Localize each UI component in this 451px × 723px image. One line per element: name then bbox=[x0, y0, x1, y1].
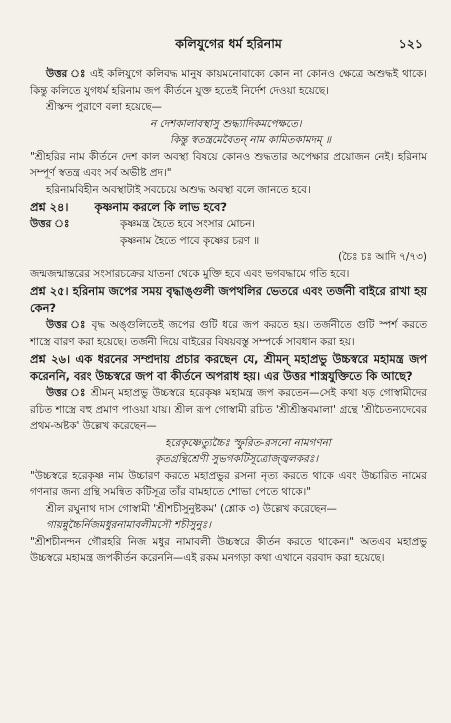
scripture-reference: (চৈঃ চঃ আদি ৭/৭৩) bbox=[338, 251, 427, 263]
question-label: প্রশ্ন ২৬। bbox=[30, 352, 71, 366]
answer-paragraph bbox=[30, 317, 427, 350]
sanskrit-verse-line: গায়ন্নুচ্চৈর্নিজমধুরনামাবলীমসৌ শচীসুনুঃ। bbox=[46, 519, 211, 531]
verse-line: কৃষ্ণনাম হৈতে পাবে কৃষ্ণের চরণ ॥ bbox=[120, 234, 260, 247]
answer-label: উত্তর ঃ bbox=[46, 68, 87, 80]
body-paragraph: হরিনামবিহীন অবস্থাটাই সবচেয়ে অশুদ্ধ অবস্থা বলে জানতে হবে। bbox=[46, 183, 311, 196]
verse-translation: "উচ্চস্বরে হরেকৃষ্ণ নাম উচ্চারণ করতে মহাপ্রভুর রসনা নৃত্য করতে থাকে এবং উচ্চারিত নামের গণনার জন্য গ্রন্থি সমন্বিত কটিসূত্র তাঁর বামহাতে শোভা পেতে থাকে।" bbox=[30, 469, 427, 498]
question-text: হরিনাম জপের সময় বৃদ্ধাঙ্গুলী জপথলির ভেতরে এবং তর্জনী বাইরে রাখা হয় কেন? bbox=[30, 284, 428, 315]
question-label: প্রশ্ন ২৪। bbox=[30, 200, 69, 214]
verse-translation: "শ্রীহরির নাম কীর্তনে দেশ কাল অবস্থা বিষয়ে কোনও শুদ্ধতার অপেক্ষার প্রয়োজন নেই। হরিনাম সম্পূর্ণ স্বতন্ত্র এবং সর্ব অভীষ্ট প্রদ।" bbox=[30, 150, 427, 179]
body-paragraph: জন্মজন্মান্তরের সংসারচক্রের যাতনা থেকে মুক্তি হবে এবং ভগবদ্ধামে গতি হবে। bbox=[30, 267, 350, 280]
question-text: এক ধরনের সম্প্রদায় প্রচার করছেন যে, শ্রীমন্‌ মহাপ্রভু উচ্চস্বরে মহামন্ত্র জপ করেননি, বরং উচ্চস্বরে জপ বা কীর্তনে অপরাধ হয়। এর উত্তর শাস্ত্রযুক্তিতে কি আছে? bbox=[30, 352, 427, 383]
question-24 bbox=[30, 199, 427, 216]
sanskrit-verse-line: কিন্তু স্বতন্ত্রমেবৈতন্ নাম কামিতকামদম্ ॥ bbox=[170, 134, 332, 146]
answer-label: উত্তর ঃ bbox=[46, 319, 87, 331]
question-26 bbox=[30, 351, 427, 385]
page-body bbox=[30, 66, 427, 567]
verse-translation: "শ্রীশচীনন্দন গৌরহরি নিজ মধুর নামাবলী উচ্চস্বরে কীর্তন করতে থাকেন।" অতএব মহাপ্রভু উচ্চস্বরে মহামন্ত্র জপকীর্তন করেননি—এই রকম মনগড়া কথা এখানে বরবাদ করা হয়েছে। bbox=[30, 535, 427, 564]
body-paragraph: শ্রীল রঘুনাথ দাস গোস্বামী 'শ্রীশচীসুনুষ্টকম' (শ্লোক ৩) উল্লেখ করেছেন— bbox=[46, 502, 337, 515]
answer-24-line bbox=[30, 216, 427, 233]
question-25 bbox=[30, 283, 427, 317]
verse-line: কৃষ্ণমন্ত্র হৈতে হবে সংসার মোচন। bbox=[120, 218, 255, 230]
answer-label: উত্তর ঃ bbox=[30, 218, 70, 230]
sanskrit-verse-line: হরেকৃষ্ণেত্যুচ্চৈঃ স্ফুরিত-রসনো নামগণনা bbox=[165, 436, 331, 449]
page-header bbox=[30, 36, 427, 54]
answer-text: শ্রীমন্‌ মহাপ্রভু উচ্চস্বরে হরেকৃষ্ণ মহামন্ত্র জপ করতেন—সেই কথা ষড় গোস্বামীদের রচিত শাস্ত্রে বহু প্রমাণ পাওয়া যায়। শ্রীল রূপ গোস্বামী রচিত 'শ্রীশ্রীস্তবমালা' গ্রন্থে 'শ্রীচৈতন্যদেবের প্রথম-অষ্টক' উল্লেখ করেছেন— bbox=[30, 387, 427, 432]
running-title: কলিযুগের ধর্ম হরিনাম bbox=[175, 36, 282, 51]
answer-text: এই কলিযুগে কলিবদ্ধ মানুষ কায়মনোবাক্যে কোন না কোনও ক্ষেত্রে অশুদ্ধই থাকে। কিন্তু কলিতে যুগধর্ম হরিনাম জপ কীর্তনে যুক্ত হতেই নির্দেশ দেওয়া হয়েছে। bbox=[30, 68, 427, 97]
answer-paragraph bbox=[30, 385, 427, 435]
answer-24-line bbox=[30, 233, 427, 250]
sanskrit-verse-line: ন দেশকালাবস্থাসু শুদ্ধ্যাদিকমপেক্ষতে। bbox=[150, 117, 302, 130]
intro-line: শ্রীস্কন্দ পুরাণে বলা হয়েছে— bbox=[46, 101, 162, 113]
page-number: ১২১ bbox=[398, 36, 423, 51]
answer-paragraph bbox=[30, 66, 427, 99]
answer-label: উত্তর ঃ bbox=[46, 387, 87, 399]
answer-text: বৃদ্ধ অঙ্গুলিতেই জপের গুটি ধরে জপ করতে হয়। তর্জনীতে গুটি স্পর্শ করতে শাস্ত্রে বারণ করা হয়েছে। তর্জনী দিয়ে বাইরের বিষয়বস্তু সম্পর্কে সাবধান করা হয়। bbox=[30, 319, 427, 348]
sanskrit-verse-line: কৃতগ্রন্থিশ্রেণী সুভগকটিসূত্রোজ্জ্বলকরঃ। bbox=[155, 453, 319, 465]
question-label: প্রশ্ন ২৫। bbox=[30, 284, 69, 298]
question-text: কৃষ্ণনাম করলে কি লাভ হবে? bbox=[94, 200, 227, 214]
